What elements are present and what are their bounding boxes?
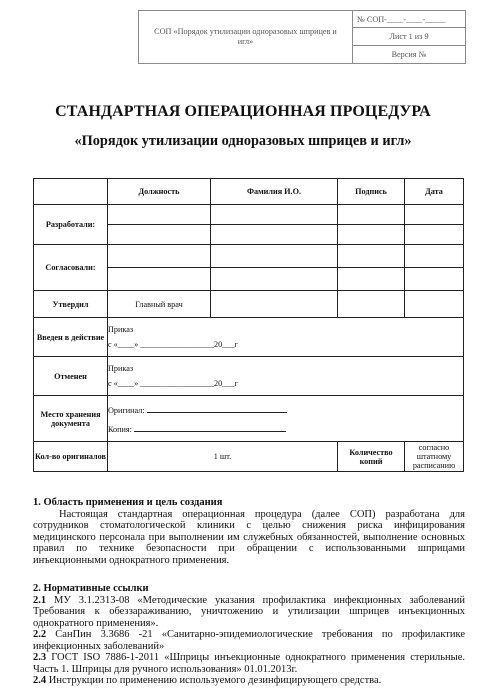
table-row [34,357,464,396]
ref-item: 2.2 СанПин 3.3686 -21 «Санитарно-эпидемиологические требования по профилактике инфекционных заболеваний» [33,629,465,652]
col-signature: Подпись [338,179,405,205]
table-row [34,442,464,472]
header-number: № СОП-____-____-_____ [353,11,465,28]
cancelled-date: с «____» __________________20___г [108,379,238,388]
section-1-title: 1. Область применения и цель создания [33,497,223,508]
developed-label: Разработали: [34,205,108,245]
cancelled-label: Отменен [34,357,108,396]
section-1-text: Настоящая стандартная операционная процедура (далее СОП) разработана для сотрудников стоматологической клиники с целью снижения риска инфицирования медицинского персонала при выполнении им служебных обязанностей, выполнение основных правил по технике безопасности при обращении с использованными шприцами инъекционными однократного применения. [33,508,465,566]
section-2-title: 2. Нормативные ссылки [33,583,149,594]
table-row [34,396,464,442]
document-subtitle: «Порядок утилизации одноразовых шприцев и игл» [74,133,412,149]
header-version: Версия № [391,49,427,59]
table-row [34,245,464,268]
ref-item: 2.1 МУ 3.1.2313-08 «Методические указания профилактика инфекционных заболеваний Требования к обеззараживанию, уничтожению и утилизации шприцев инъекционных однократного применения». [33,594,465,629]
introduced-label: Введен в действие [34,318,108,357]
document-header [138,10,466,64]
copies-count-label: Количество копий [338,442,405,472]
table-row [34,205,464,225]
copy-label: Копия: [108,424,132,434]
original-label: Оригинал: [108,405,145,415]
header-title: СОП «Порядок утилизации одноразовых шприцев и игл» [139,11,353,63]
ref-item: 2.3 ГОСТ ISO 7886-1-2011 «Шприцы инъекционные однократного применения стерильные. Часть 1. Шприцы для ручного использования» 01.01.2013г. [33,652,465,675]
ref-item: 2.4 Инструкции по применению используемого дезинфицирующего средства. [33,675,382,686]
col-position: Должность [108,179,211,205]
table-header-row [34,179,464,205]
col-date: Дата [405,179,464,205]
storage-label: Место хранения документа [34,396,108,442]
approved-position: Главный врач [108,291,211,318]
originals-count-value: 1 шт. [108,442,338,472]
agreed-label: Согласовали: [34,245,108,291]
table-row [34,318,464,357]
table-row [34,291,464,318]
header-sheet: Лист 1 из 9 [353,28,465,45]
originals-count-label: Кол-во оригиналов [34,442,108,472]
approval-table [33,178,464,472]
section-1 [33,497,465,566]
approved-label: Утвердил [34,291,108,318]
introduced-date: с «____» __________________20___г [108,340,238,349]
introduced-order: Приказ [108,325,134,334]
section-2 [33,583,465,687]
col-name: Фамилия И.О. [211,179,338,205]
document-title: СТАНДАРТНАЯ ОПЕРАЦИОННАЯ ПРОЦЕДУРА [55,103,431,120]
copies-count-value: согласно штатному расписанию [405,442,464,472]
cancelled-order: Приказ [108,364,134,373]
